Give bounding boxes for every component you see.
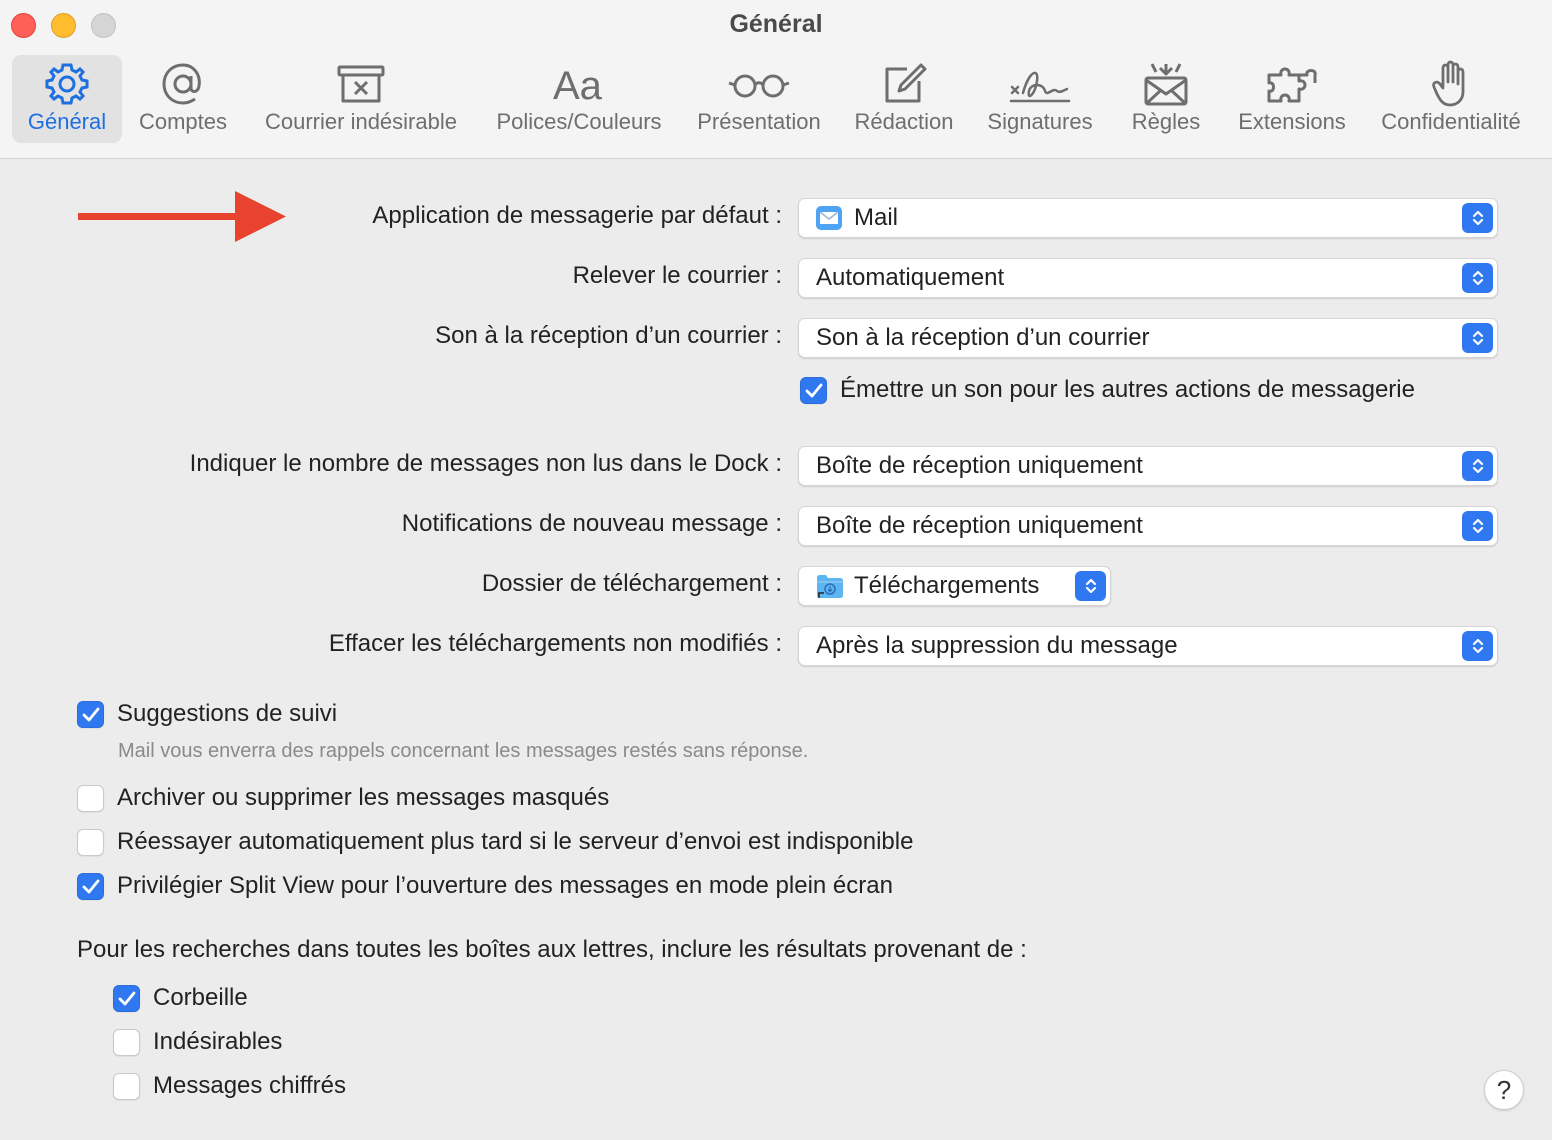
search-encrypted-checkbox[interactable] — [113, 1073, 140, 1100]
default-app-label: Application de messagerie par défaut : — [372, 202, 782, 229]
dock-unread-label: Indiquer le nombre de messages non lus dans le Dock : — [189, 450, 782, 477]
gear-icon — [44, 59, 90, 109]
download-folder-popup[interactable] — [798, 566, 1111, 606]
checkmark-icon — [82, 707, 100, 723]
red-arrow-icon — [78, 191, 288, 243]
download-folder-value: Téléchargements — [854, 572, 1040, 599]
font-icon — [551, 59, 607, 109]
search-trash-label: Corbeille — [153, 984, 248, 1011]
downloads-folder-icon — [816, 573, 842, 599]
new-mail-sound-label: Son à la réception d’un courrier : — [435, 322, 782, 349]
tab-extensions[interactable] — [1230, 55, 1354, 143]
tab-signatures-label: Signatures — [987, 109, 1093, 134]
glasses-icon — [727, 59, 791, 109]
puzzle-icon — [1263, 59, 1321, 109]
tab-extensions-label: Extensions — [1238, 109, 1346, 134]
tab-general-label: Général — [27, 109, 107, 134]
tab-viewing-label: Présentation — [697, 109, 821, 134]
download-folder-label: Dossier de téléchargement : — [481, 570, 782, 597]
check-mail-label: Relever le courrier : — [572, 262, 782, 289]
tab-general[interactable] — [12, 55, 122, 143]
tab-fonts-colors[interactable] — [486, 55, 672, 143]
tab-fonts-colors-label: Polices/Couleurs — [496, 109, 662, 134]
follow-up-note: Mail vous enverra des rappels concernant les messages restés sans réponse. — [118, 740, 809, 762]
notifications-value: Boîte de réception uniquement — [816, 512, 1143, 539]
archive-muted-label: Archiver ou supprimer les messages masqués — [117, 784, 610, 811]
signature-icon — [1009, 59, 1071, 109]
follow-up-checkbox[interactable] — [77, 701, 104, 728]
notifications-popup[interactable] — [798, 506, 1498, 546]
tab-rules[interactable] — [1118, 55, 1214, 143]
tab-junk-mail[interactable] — [252, 55, 470, 143]
search-encrypted-label: Messages chiffrés — [153, 1072, 346, 1099]
dock-unread-popup[interactable] — [798, 446, 1498, 486]
tab-rules-label: Règles — [1131, 109, 1201, 134]
popup-stepper-icon — [1462, 323, 1493, 353]
at-icon — [160, 59, 206, 109]
rules-envelope-icon — [1142, 59, 1190, 109]
remove-downloads-value: Après la suppression du message — [816, 632, 1178, 659]
checkmark-icon — [805, 383, 823, 399]
popup-stepper-icon — [1462, 203, 1493, 233]
popup-stepper-icon — [1462, 631, 1493, 661]
tab-viewing[interactable] — [688, 55, 830, 143]
mail-app-icon — [816, 205, 842, 231]
default-app-value: Mail — [854, 204, 899, 231]
hand-icon — [1431, 59, 1471, 109]
tab-privacy-label: Confidentialité — [1381, 109, 1521, 134]
dock-unread-value: Boîte de réception uniquement — [816, 452, 1143, 479]
search-junk-label: Indésirables — [153, 1028, 283, 1055]
search-junk-checkbox[interactable] — [113, 1029, 140, 1056]
split-view-checkbox[interactable] — [77, 873, 104, 900]
remove-downloads-popup[interactable] — [798, 626, 1498, 666]
tab-junk-mail-label: Courrier indésirable — [265, 109, 457, 134]
new-mail-sound-value: Son à la réception d’un courrier — [816, 324, 1150, 351]
help-button[interactable]: ? — [1484, 1070, 1524, 1110]
tab-composing-label: Rédaction — [854, 109, 954, 134]
tab-privacy[interactable] — [1370, 55, 1532, 143]
popup-stepper-icon — [1075, 571, 1106, 601]
popup-stepper-icon — [1462, 451, 1493, 481]
search-heading: Pour les recherches dans toutes les boîtes aux lettres, inclure les résultats provenant de : — [77, 936, 1027, 963]
remove-downloads-label: Effacer les téléchargements non modifiés : — [328, 630, 782, 657]
retry-send-label: Réessayer automatiquement plus tard si le serveur d’envoi est indisponible — [117, 828, 914, 855]
retry-send-checkbox[interactable] — [77, 829, 104, 856]
follow-up-label: Suggestions de suivi — [117, 700, 338, 727]
tab-composing[interactable] — [846, 55, 962, 143]
checkmark-icon — [118, 991, 136, 1007]
split-view-label: Privilégier Split View pour l’ouverture des messages en mode plein écran — [117, 872, 893, 899]
notifications-label: Notifications de nouveau message : — [401, 510, 782, 537]
svg-text:Aa: Aa — [553, 64, 602, 107]
checkmark-icon — [82, 879, 100, 895]
check-mail-value: Automatiquement — [816, 264, 1005, 291]
junk-bin-icon — [336, 59, 386, 109]
tab-accounts-label: Comptes — [138, 109, 228, 134]
popup-stepper-icon — [1462, 511, 1493, 541]
archive-muted-checkbox[interactable] — [77, 785, 104, 812]
default-app-popup[interactable] — [798, 198, 1498, 238]
other-sounds-label: Émettre un son pour les autres actions de messagerie — [840, 376, 1415, 403]
search-trash-checkbox[interactable] — [113, 985, 140, 1012]
toolbar — [0, 0, 1552, 159]
compose-icon — [881, 59, 927, 109]
popup-stepper-icon — [1462, 263, 1493, 293]
tab-accounts[interactable] — [130, 55, 236, 143]
window-title: Général — [729, 10, 823, 38]
other-sounds-checkbox[interactable] — [800, 377, 827, 404]
tab-signatures[interactable] — [978, 55, 1102, 143]
new-mail-sound-popup[interactable] — [798, 318, 1498, 358]
check-mail-popup[interactable] — [798, 258, 1498, 298]
